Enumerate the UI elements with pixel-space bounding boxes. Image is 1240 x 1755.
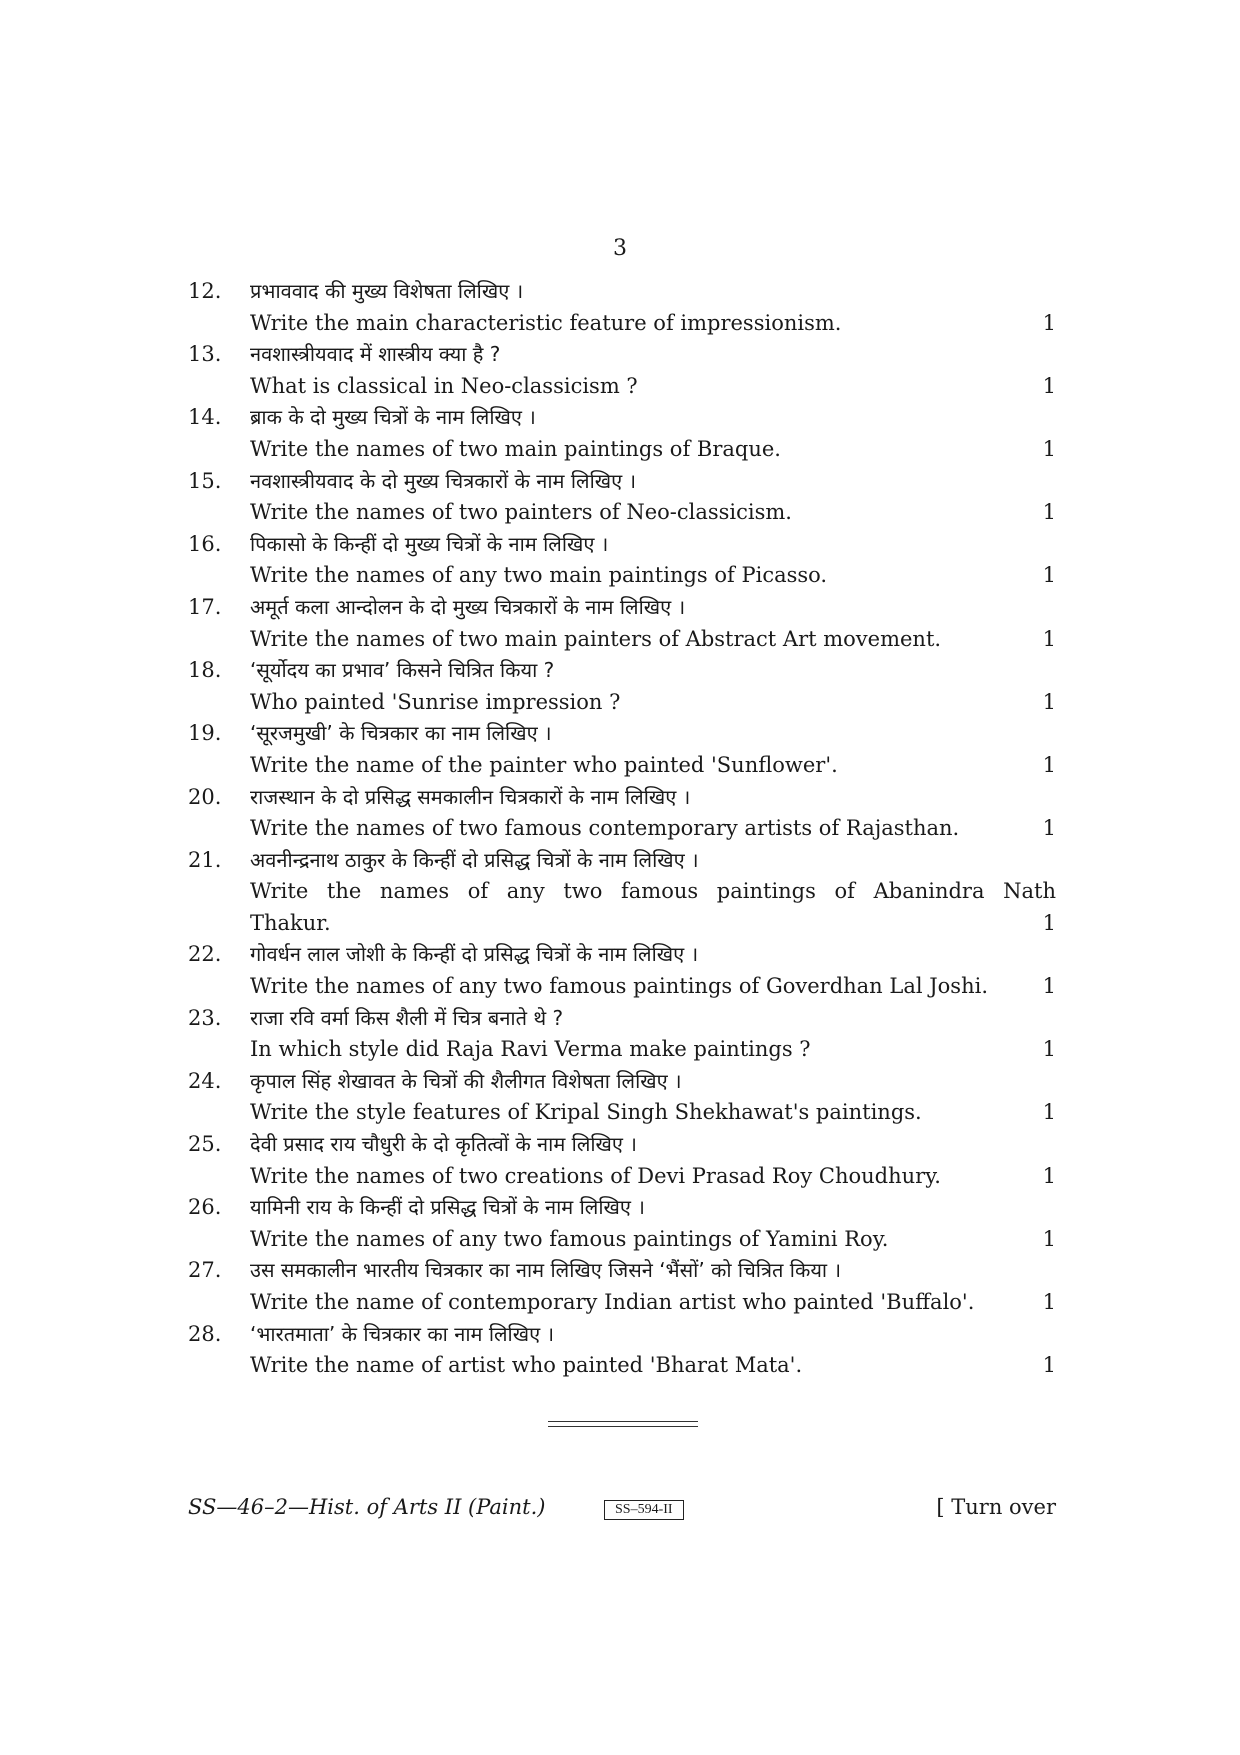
question-marks: 1: [1042, 1226, 1056, 1251]
question-marks: 1: [1042, 436, 1056, 461]
question-number: 15.: [188, 468, 222, 493]
question-item: [188, 1129, 1056, 1192]
page-number: 3: [613, 236, 627, 261]
question-text-english: Write the name of contemporary Indian artist who painted 'Buffalo'.: [250, 1290, 975, 1314]
question-marks: 1: [1042, 310, 1056, 335]
question-number: 24.: [188, 1068, 222, 1093]
question-marks: 1: [1042, 1353, 1056, 1378]
question-text-hindi: कृपाल सिंह शेखावत के चित्रों की शैलीगत विशेषता लिखिए ।: [250, 1068, 682, 1093]
question-text-english: Write the names of any two famous paintings of Goverdhan Lal Joshi.: [250, 974, 988, 999]
question-number: 23.: [188, 1005, 222, 1030]
question-item: [188, 339, 1056, 402]
question-item: [188, 1066, 1056, 1129]
question-number: 25.: [188, 1132, 222, 1157]
question-number: 27.: [188, 1258, 222, 1283]
question-text-english: Write the names of two famous contemporary artists of Rajasthan.: [250, 816, 960, 841]
question-number: 18.: [188, 658, 222, 683]
question-marks: 1: [1042, 816, 1056, 841]
page-footer: [188, 1495, 1056, 1527]
question-marks: 1: [1042, 1037, 1056, 1062]
question-text-hindi: अवनीन्द्रनाथ ठाकुर के किन्हीं दो प्रसिद्ध चित्रों के नाम लिखिए ।: [250, 847, 699, 872]
question-text-hindi: यामिनी राय के किन्हीं दो प्रसिद्ध चित्रों के नाम लिखिए ।: [250, 1195, 645, 1220]
question-number: 16.: [188, 531, 222, 556]
question-item: [188, 718, 1056, 781]
question-text-hindi: पिकासो के किन्हीं दो मुख्य चित्रों के नाम लिखिए ।: [250, 531, 609, 556]
question-text-hindi: नवशास्त्रीयवाद में शास्त्रीय क्या है ?: [250, 342, 501, 367]
question-text-hindi: ‘सूरजमुखी’ के चित्रकार का नाम लिखिए ।: [250, 721, 552, 746]
question-item: [188, 939, 1056, 1002]
question-marks: 1: [1042, 373, 1056, 398]
question-number: 22.: [188, 942, 222, 967]
question-item: [188, 1319, 1056, 1382]
question-text-english: In which style did Raja Ravi Verma make paintings ?: [250, 1037, 811, 1062]
question-item: [188, 1192, 1056, 1255]
question-item: [188, 655, 1056, 718]
paper-code: SS—46–2—Hist. of Arts II (Paint.): [188, 1495, 546, 1519]
question-marks: 1: [1042, 910, 1056, 935]
question-number: 26.: [188, 1195, 222, 1220]
question-item: [188, 529, 1056, 592]
question-text-hindi: नवशास्त्रीयवाद के दो मुख्य चित्रकारों के नाम लिखिए ।: [250, 468, 637, 493]
question-item: [188, 782, 1056, 845]
question-item: [188, 592, 1056, 655]
question-item: [188, 845, 1056, 940]
question-marks: 1: [1042, 1100, 1056, 1125]
question-text-english: Write the name of artist who painted 'Bharat Mata'.: [250, 1353, 803, 1378]
question-text-english: Write the names of any two famous paintings of Yamini Roy.: [250, 1226, 889, 1251]
question-marks: 1: [1042, 563, 1056, 588]
end-double-rule: [548, 1421, 698, 1427]
question-marks: 1: [1042, 752, 1056, 777]
question-text-english: What is classical in Neo-classicism ?: [250, 373, 638, 398]
question-number: 19.: [188, 721, 222, 746]
question-marks: 1: [1042, 626, 1056, 651]
question-text-hindi: अमूर्त कला आन्दोलन के दो मुख्य चित्रकारों के नाम लिखिए ।: [250, 594, 686, 619]
question-text-hindi: राजस्थान के दो प्रसिद्ध समकालीन चित्रकारों के नाम लिखिए ।: [250, 784, 691, 809]
question-text-english: Write the names of any two famous paintings of Abanindra Nath: [250, 879, 1056, 904]
turn-over-label: [ Turn over: [936, 1495, 1056, 1519]
question-number: 28.: [188, 1321, 222, 1346]
question-text-hindi: ब्राक के दो मुख्य चित्रों के नाम लिखिए ।: [250, 405, 536, 430]
question-text-english: Write the names of two main paintings of Braque.: [250, 436, 781, 461]
question-number: 17.: [188, 594, 222, 619]
question-text-english: Write the main characteristic feature of impressionism.: [250, 310, 842, 335]
question-number: 21.: [188, 847, 222, 872]
question-item: [188, 402, 1056, 465]
question-marks: 1: [1042, 500, 1056, 525]
question-item: [188, 466, 1056, 529]
question-marks: 1: [1042, 1290, 1056, 1314]
question-list: [188, 276, 1056, 1382]
paper-code-box: SS–594-II: [604, 1500, 684, 1520]
question-number: 12.: [188, 279, 222, 303]
question-text-english: Write the names of two main painters of Abstract Art movement.: [250, 626, 942, 651]
question-text-english-continued: Thakur.: [250, 910, 331, 935]
question-item: [188, 1255, 1056, 1318]
question-text-english: Who painted 'Sunrise impression ?: [250, 689, 621, 714]
question-marks: 1: [1042, 974, 1056, 999]
question-text-english: Write the names of any two main paintings of Picasso.: [250, 563, 828, 588]
question-text-hindi: उस समकालीन भारतीय चित्रकार का नाम लिखिए जिसने ‘भैंसों’ को चित्रित किया ।: [250, 1258, 842, 1283]
question-number: 20.: [188, 784, 222, 809]
question-item: [188, 276, 1056, 339]
question-text-english: Write the name of the painter who painted 'Sunflower'.: [250, 752, 838, 777]
question-text-hindi: राजा रवि वर्मा किस शैली में चित्र बनाते थे ?: [250, 1005, 564, 1030]
question-text-english: Write the names of two creations of Devi Prasad Roy Choudhury.: [250, 1163, 941, 1188]
question-number: 13.: [188, 342, 222, 367]
question-text-hindi: देवी प्रसाद राय चौधुरी के दो कृतित्वों के नाम लिखिए ।: [250, 1132, 637, 1157]
question-text-english: Write the names of two painters of Neo-classicism.: [250, 500, 792, 525]
question-text-english: Write the style features of Kripal Singh Shekhawat's paintings.: [250, 1100, 922, 1125]
question-text-hindi: ‘सूर्योदय का प्रभाव’ किसने चित्रित किया ?: [250, 658, 555, 683]
question-marks: 1: [1042, 689, 1056, 714]
question-text-hindi: ‘भारतमाता’ के चित्रकार का नाम लिखिए ।: [250, 1321, 555, 1346]
question-item: [188, 1003, 1056, 1066]
question-marks: 1: [1042, 1163, 1056, 1188]
question-text-hindi: गोवर्धन लाल जोशी के किन्हीं दो प्रसिद्ध चित्रों के नाम लिखिए ।: [250, 942, 699, 967]
question-text-hindi: प्रभाववाद की मुख्य विशेषता लिखिए ।: [250, 279, 524, 303]
question-number: 14.: [188, 405, 222, 430]
